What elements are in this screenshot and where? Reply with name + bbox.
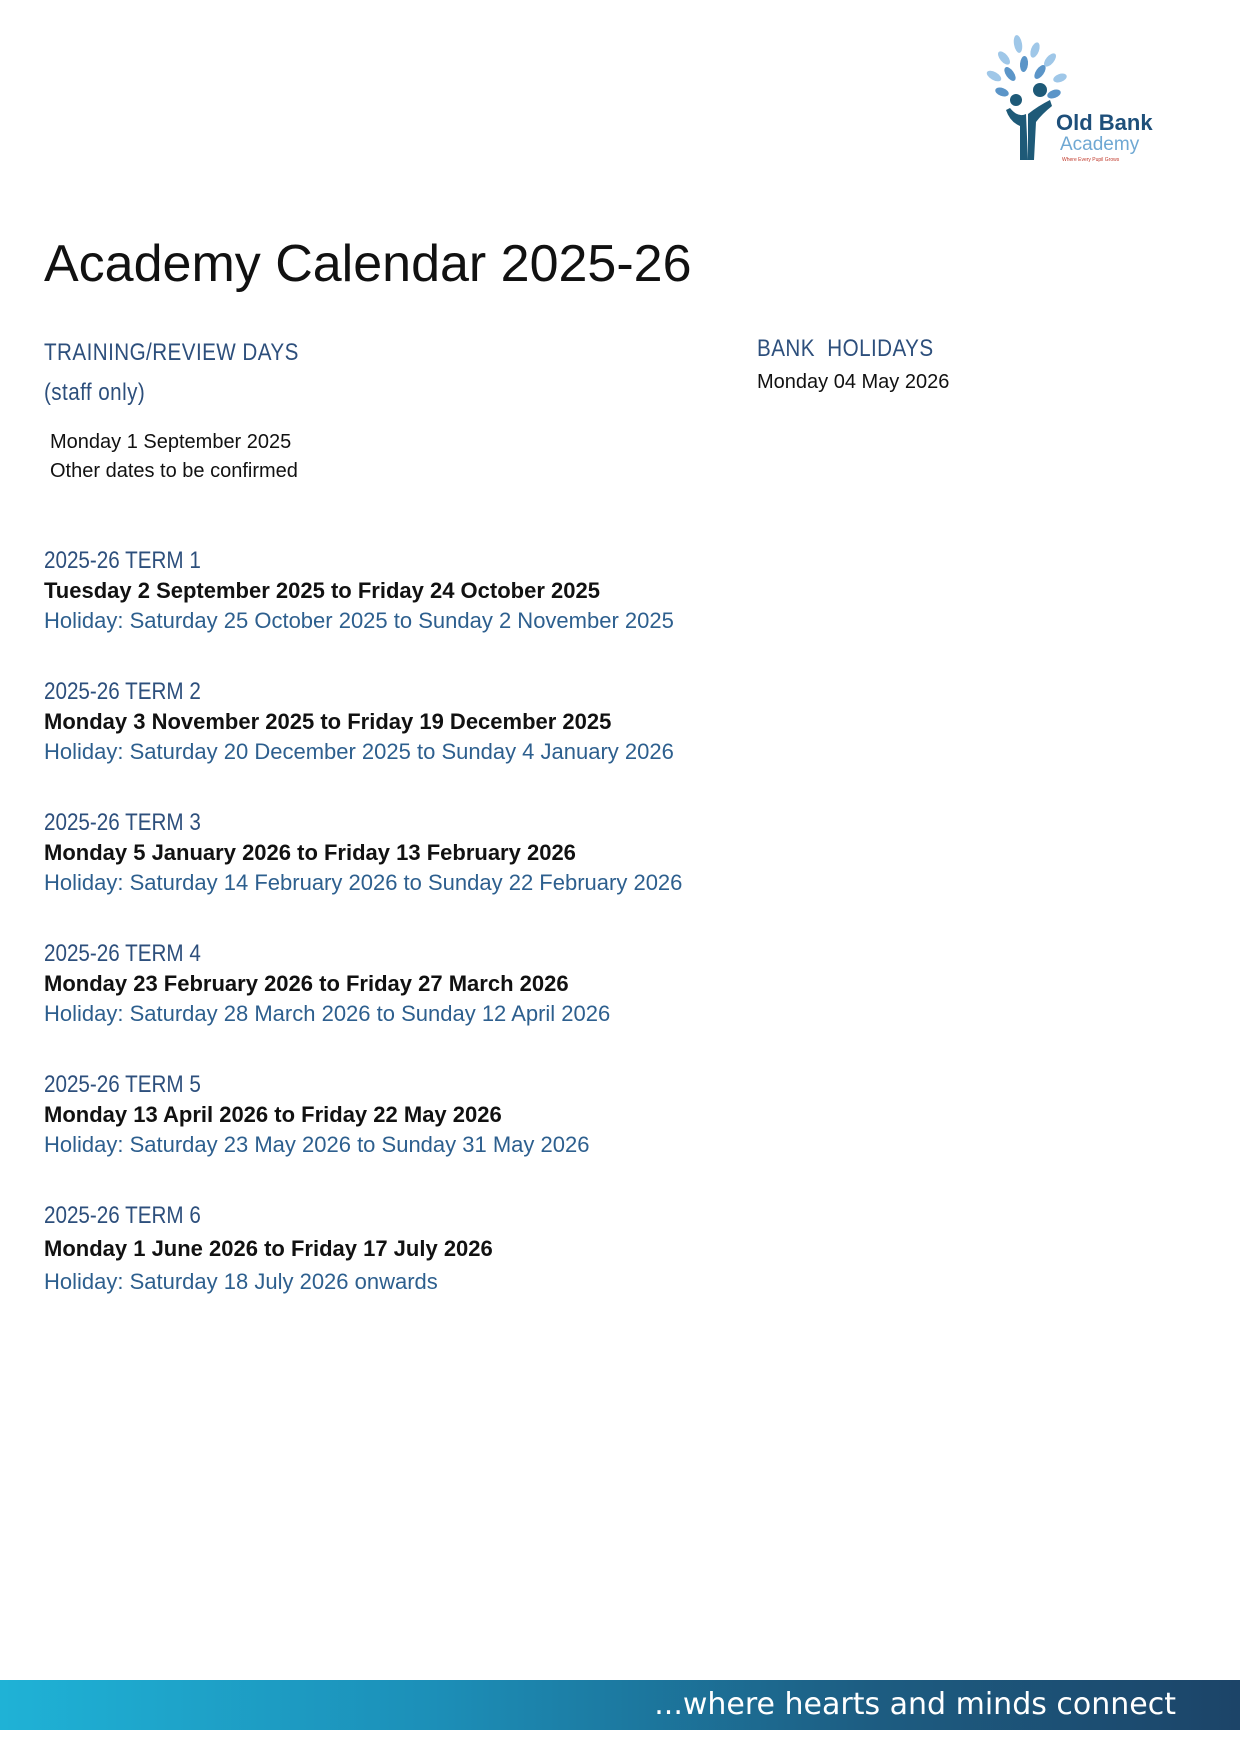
- academy-logo: [980, 30, 1170, 170]
- training-lines: [50, 428, 340, 486]
- page-title: Academy Calendar 2025-26: [44, 235, 692, 293]
- training-days-section: [44, 338, 340, 486]
- term-holiday: Holiday: Saturday 20 December 2025 to Sunday 4 January 2026: [44, 739, 674, 764]
- term-holiday: Holiday: Saturday 18 July 2026 onwards: [44, 1269, 438, 1294]
- training-subheading: (staff only): [44, 379, 146, 406]
- term-holiday: Holiday: Saturday 14 February 2026 to Sunday 22 February 2026: [44, 870, 683, 895]
- logo-name-line1: Old Bank: [1056, 110, 1153, 135]
- bank-holidays-lines: [757, 368, 962, 397]
- training-line: Other dates to be confirmed: [50, 460, 298, 482]
- term-block: [44, 546, 844, 677]
- term-dates: Monday 5 January 2026 to Friday 13 February 2026: [44, 840, 576, 865]
- term-heading: 2025-26 TERM 2: [44, 678, 201, 705]
- term-dates: Tuesday 2 September 2025 to Friday 24 October 2025: [44, 578, 600, 603]
- term-heading: 2025-26 TERM 5: [44, 1071, 201, 1098]
- term-block: [44, 808, 844, 939]
- term-holiday: Holiday: Saturday 28 March 2026 to Sunday 12 April 2026: [44, 1001, 611, 1026]
- term-heading: 2025-26 TERM 3: [44, 809, 201, 836]
- bank-holiday-line: Monday 04 May 2026: [757, 371, 950, 393]
- footer-slogan: ...where hearts and minds connect: [654, 1687, 1176, 1722]
- term-holiday: Holiday: Saturday 23 May 2026 to Sunday 31 May 2026: [44, 1132, 590, 1157]
- terms-list: [44, 546, 844, 1332]
- term-block: [44, 939, 844, 1070]
- training-heading: TRAINING/REVIEW DAYS: [44, 339, 299, 366]
- term-heading: 2025-26 TERM 4: [44, 940, 201, 967]
- bank-holidays-section: [757, 334, 962, 397]
- term-dates: Monday 13 April 2026 to Friday 22 May 2026: [44, 1102, 502, 1127]
- term-heading: 2025-26 TERM 1: [44, 547, 201, 574]
- term-holiday: Holiday: Saturday 25 October 2025 to Sunday 2 November 2025: [44, 608, 674, 633]
- logo-name-line2: Academy: [1060, 134, 1140, 155]
- term-dates: Monday 1 June 2026 to Friday 17 July 2026: [44, 1236, 493, 1261]
- term-block: [44, 1070, 844, 1201]
- bank-holidays-heading: BANK HOLIDAYS: [757, 335, 934, 362]
- logo-tagline: Where Every Pupil Grows: [1062, 157, 1120, 163]
- term-block: [44, 1201, 844, 1332]
- training-line: Monday 1 September 2025: [50, 431, 292, 453]
- tree-logo-icon: [980, 30, 1170, 170]
- term-block: [44, 677, 844, 808]
- term-heading: 2025-26 TERM 6: [44, 1202, 201, 1229]
- term-dates: Monday 3 November 2025 to Friday 19 December 2025: [44, 709, 612, 734]
- term-dates: Monday 23 February 2026 to Friday 27 March 2026: [44, 971, 569, 996]
- footer-banner: [0, 1680, 1240, 1730]
